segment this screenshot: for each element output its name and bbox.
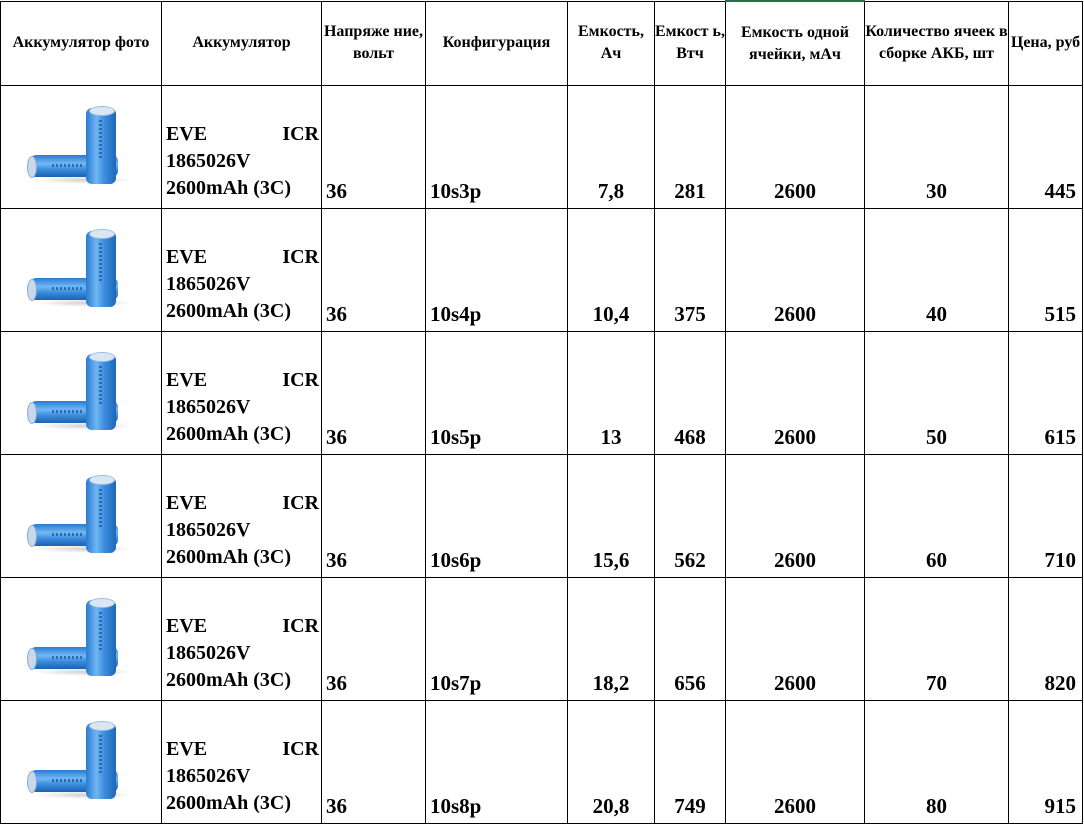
cell-capacity-cell[interactable]: 2600 <box>726 86 865 209</box>
header-config[interactable]: Конфигурация <box>426 1 568 86</box>
cell-capacity-cell[interactable]: 2600 <box>726 701 865 824</box>
battery-name-cell[interactable] <box>162 86 322 209</box>
voltage-cell[interactable]: 36 <box>322 578 426 701</box>
voltage-cell[interactable]: 36 <box>322 86 426 209</box>
capacity-wh-cell[interactable]: 749 <box>655 701 726 824</box>
cell-capacity-cell[interactable]: 2600 <box>726 455 865 578</box>
battery-brand: EVE <box>166 123 208 145</box>
capacity-ah-cell[interactable]: 15,6 <box>568 455 655 578</box>
table-row <box>1 332 1083 455</box>
capacity-wh-cell[interactable]: 656 <box>655 578 726 701</box>
battery-type: ICR <box>282 246 319 268</box>
header-row <box>1 1 1083 86</box>
photo-cell[interactable] <box>1 332 162 455</box>
battery-type: ICR <box>282 738 319 760</box>
battery-brand: EVE <box>166 615 208 637</box>
cell-count-cell[interactable]: 80 <box>865 701 1009 824</box>
battery-brand: EVE <box>166 369 208 391</box>
header-capacity-ah[interactable]: Емкость, Ач <box>568 1 655 86</box>
battery-18650-icon <box>26 354 136 432</box>
header-cell-count[interactable]: Количество ячеек в сборке АКБ, шт <box>865 1 1009 86</box>
capacity-ah-cell[interactable]: 13 <box>568 332 655 455</box>
header-cell-capacity[interactable]: Емкость одной ячейки, мАч <box>726 1 865 86</box>
table-row <box>1 701 1083 824</box>
battery-type: ICR <box>282 492 319 514</box>
battery-18650-icon <box>26 231 136 309</box>
battery-18650-icon <box>26 108 136 186</box>
battery-name-cell[interactable] <box>162 701 322 824</box>
battery-type: ICR <box>282 369 319 391</box>
header-battery[interactable]: Аккумулятор <box>162 1 322 86</box>
price-cell[interactable]: 445 <box>1009 86 1083 209</box>
header-capacity-wh[interactable]: Емкост ь, Втч <box>655 1 726 86</box>
battery-spec: 2600mAh (3C) <box>166 423 291 445</box>
photo-cell[interactable] <box>1 209 162 332</box>
cell-capacity-cell[interactable]: 2600 <box>726 332 865 455</box>
price-cell[interactable]: 615 <box>1009 332 1083 455</box>
battery-spec: 2600mAh (3C) <box>166 669 291 691</box>
capacity-ah-cell[interactable]: 20,8 <box>568 701 655 824</box>
table-row <box>1 455 1083 578</box>
capacity-wh-cell[interactable]: 375 <box>655 209 726 332</box>
battery-model: 1865026V <box>166 150 251 172</box>
cell-count-cell[interactable]: 50 <box>865 332 1009 455</box>
photo-cell[interactable] <box>1 86 162 209</box>
capacity-wh-cell[interactable]: 468 <box>655 332 726 455</box>
cell-capacity-cell[interactable]: 2600 <box>726 578 865 701</box>
battery-name-cell[interactable] <box>162 578 322 701</box>
capacity-ah-cell[interactable]: 10,4 <box>568 209 655 332</box>
battery-brand: EVE <box>166 738 208 760</box>
price-cell[interactable]: 820 <box>1009 578 1083 701</box>
photo-cell[interactable] <box>1 455 162 578</box>
battery-spec: 2600mAh (3C) <box>166 177 291 199</box>
voltage-cell[interactable]: 36 <box>322 209 426 332</box>
battery-name-cell[interactable] <box>162 332 322 455</box>
battery-model: 1865026V <box>166 519 251 541</box>
header-price[interactable]: Цена, руб <box>1009 1 1083 86</box>
cell-count-cell[interactable]: 60 <box>865 455 1009 578</box>
battery-brand: EVE <box>166 246 208 268</box>
battery-name-cell[interactable] <box>162 455 322 578</box>
header-voltage[interactable]: Напряже ние, вольт <box>322 1 426 86</box>
battery-type: ICR <box>282 615 319 637</box>
price-cell[interactable]: 710 <box>1009 455 1083 578</box>
header-photo[interactable]: Аккумулятор фото <box>1 1 162 86</box>
battery-brand: EVE <box>166 492 208 514</box>
table-row <box>1 578 1083 701</box>
capacity-wh-cell[interactable]: 562 <box>655 455 726 578</box>
cell-count-cell[interactable]: 70 <box>865 578 1009 701</box>
battery-model: 1865026V <box>166 273 251 295</box>
battery-model: 1865026V <box>166 642 251 664</box>
config-cell[interactable]: 10s6p <box>426 455 568 578</box>
photo-cell[interactable] <box>1 701 162 824</box>
battery-spec: 2600mAh (3C) <box>166 792 291 814</box>
battery-18650-icon <box>26 477 136 555</box>
capacity-ah-cell[interactable]: 7,8 <box>568 86 655 209</box>
table-row <box>1 209 1083 332</box>
voltage-cell[interactable]: 36 <box>322 332 426 455</box>
battery-spec: 2600mAh (3C) <box>166 300 291 322</box>
config-cell[interactable]: 10s8p <box>426 701 568 824</box>
battery-model: 1865026V <box>166 396 251 418</box>
battery-model: 1865026V <box>166 765 251 787</box>
config-cell[interactable]: 10s5p <box>426 332 568 455</box>
cell-count-cell[interactable]: 40 <box>865 209 1009 332</box>
voltage-cell[interactable]: 36 <box>322 701 426 824</box>
battery-type: ICR <box>282 123 319 145</box>
capacity-wh-cell[interactable]: 281 <box>655 86 726 209</box>
photo-cell[interactable] <box>1 578 162 701</box>
price-cell[interactable]: 515 <box>1009 209 1083 332</box>
cell-count-cell[interactable]: 30 <box>865 86 1009 209</box>
table-row <box>1 86 1083 209</box>
config-cell[interactable]: 10s3p <box>426 86 568 209</box>
battery-18650-icon <box>26 723 136 801</box>
config-cell[interactable]: 10s7p <box>426 578 568 701</box>
cell-capacity-cell[interactable]: 2600 <box>726 209 865 332</box>
battery-name-cell[interactable] <box>162 209 322 332</box>
battery-spec: 2600mAh (3C) <box>166 546 291 568</box>
config-cell[interactable]: 10s4p <box>426 209 568 332</box>
battery-18650-icon <box>26 600 136 678</box>
voltage-cell[interactable]: 36 <box>322 455 426 578</box>
capacity-ah-cell[interactable]: 18,2 <box>568 578 655 701</box>
price-cell[interactable]: 915 <box>1009 701 1083 824</box>
